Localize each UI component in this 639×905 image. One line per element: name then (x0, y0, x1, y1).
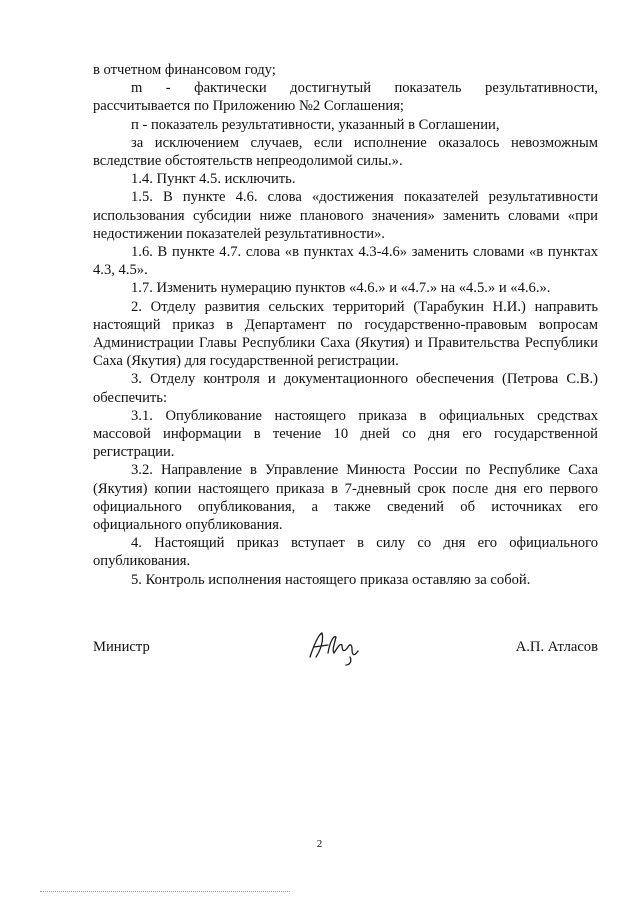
paragraph-11: 3.1. Опубликование настоящего приказа в официальных средствах массовой информации в течение 10 дней со дня его государственной регистрации. (93, 407, 598, 461)
document-body (93, 61, 598, 589)
paragraph-14: 5. Контроль исполнения настоящего приказа оставляю за собой. (131, 571, 531, 588)
signatory-name: А.П. Атласов (515, 639, 598, 655)
paragraph-2: m - фактически достигнутый показатель результативности, рассчитывается по Приложению №2 Соглашения; (93, 80, 598, 115)
paragraph-13: 4. Настоящий приказ вступает в силу со дня его официального опубликования. (93, 535, 598, 570)
handwritten-signature (306, 627, 366, 667)
paragraph-5: 1.4. Пункт 4.5. исключить. (131, 171, 296, 188)
paragraph-1: в отчетном финансовом году; (93, 62, 276, 78)
paragraph-7: 1.6. В пункте 4.7. слова «в пунктах 4.3-4.6» заменить словами «в пунктах 4.3, 4.5». (93, 244, 598, 279)
signature-block (93, 627, 598, 667)
paragraph-10: 3. Отделу контроля и документационного обеспечения (Петрова С.В.) обеспечить: (93, 371, 598, 406)
paragraph-3: п - показатель результативности, указанный в Соглашении, (131, 116, 500, 133)
signatory-title: Министр (93, 639, 150, 655)
paragraph-6: 1.5. В пункте 4.6. слова «достижения показателей результативности использования субсидии ниже планового значения» заменить словами «при недостижении показателей результативности». (93, 189, 598, 242)
paragraph-4: за исключением случаев, если исполнение оказалось невозможным вследствие обстоятельств непреодолимой силы.». (93, 134, 598, 170)
page-number: 2 (316, 838, 323, 850)
paragraph-8: 1.7. Изменить нумерацию пунктов «4.6.» и «4.7.» на «4.5.» и «4.6.». (131, 280, 551, 297)
paragraph-9: 2. Отделу развития сельских территорий (Тарабукин Н.И.) направить настоящий приказ в Департамент по государственно-правовым вопросам Администрации Главы Республики Саха (Якутия) и Правительства Республики Саха (Якутия) для государственной регистрации. (93, 298, 598, 370)
footer-divider (40, 891, 290, 892)
paragraph-12: 3.2. Направление в Управление Минюста России по Республике Саха (Якутия) копии настоящего приказа в 7-дневный срок после дня его первого официального опубликования, а также сведений об источниках его официального опубликования. (93, 462, 598, 534)
